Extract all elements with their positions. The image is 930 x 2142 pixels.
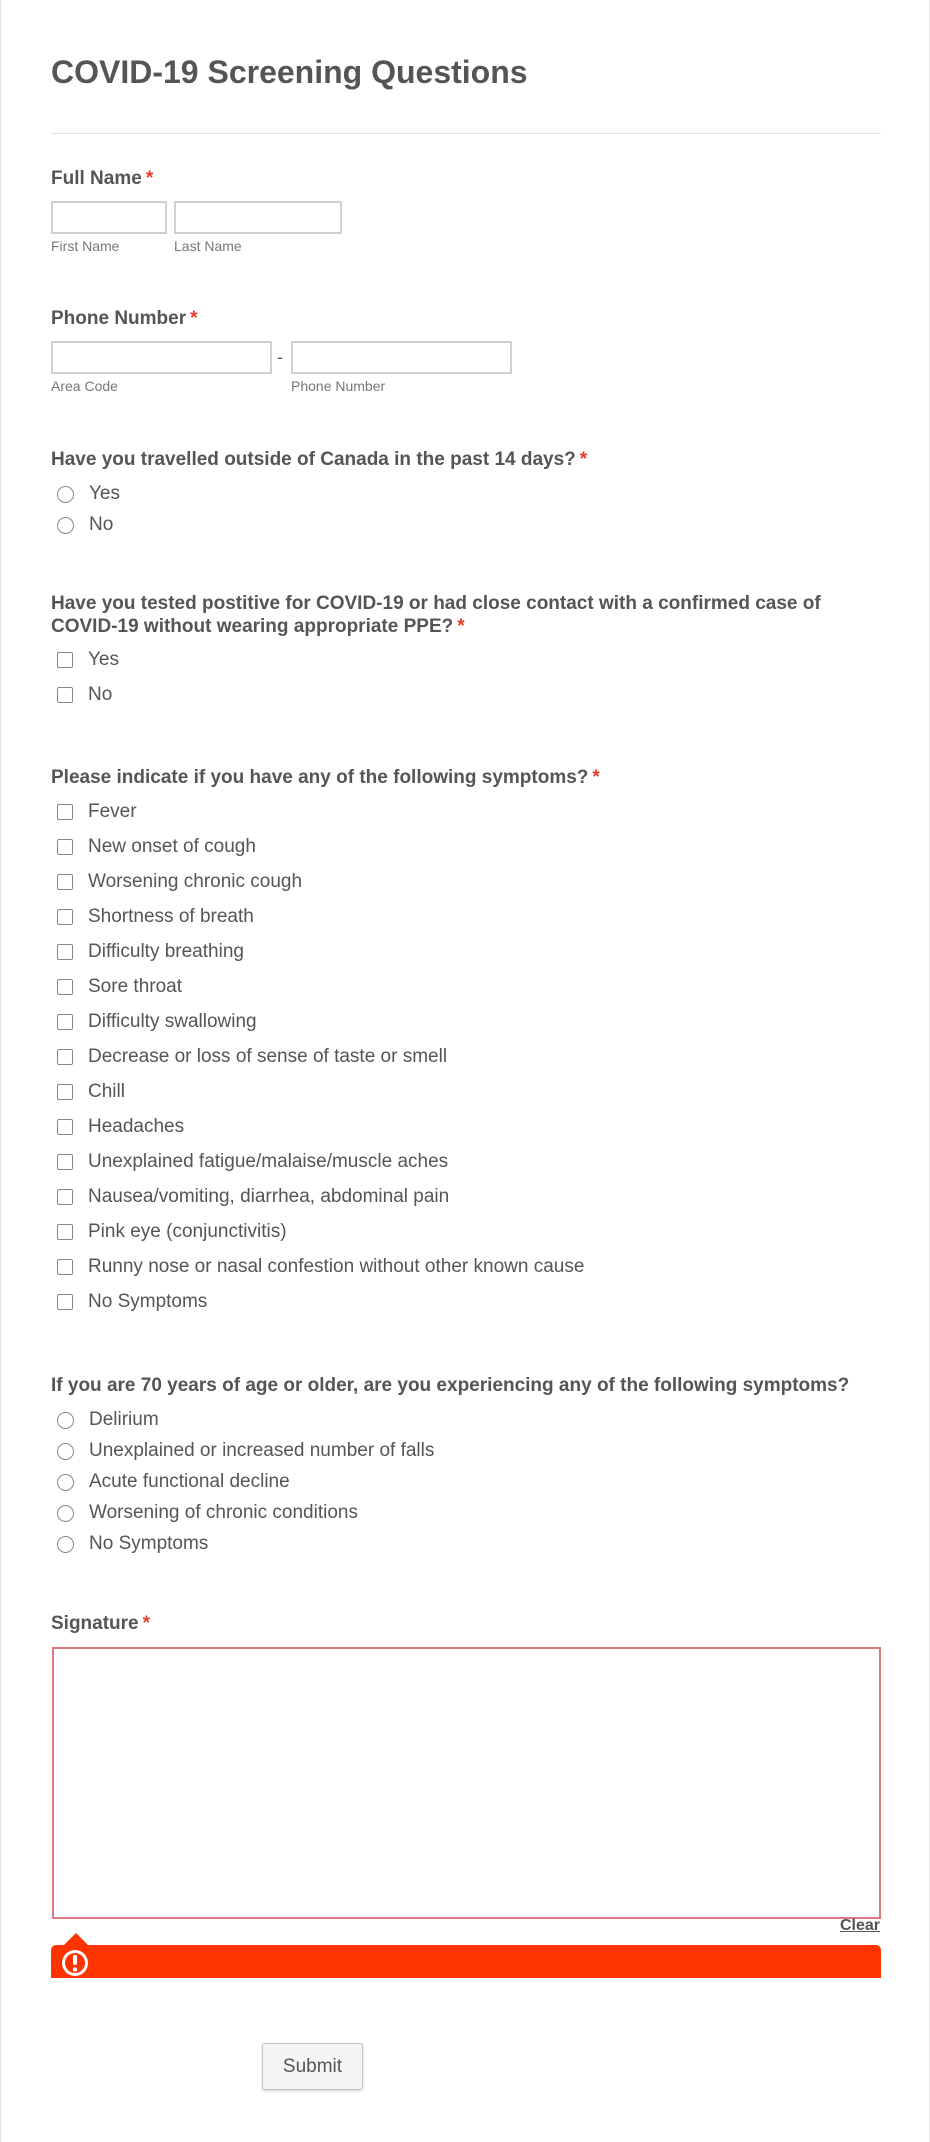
- contact-question-line1: Have you tested postitive for COVID-19 or had close contact with a confirmed case of: [51, 593, 821, 614]
- symptoms-question-label: [51, 766, 600, 789]
- signature-clear-link[interactable]: Clear: [840, 1917, 881, 1934]
- travel-question-text: Have you travelled outside of Canada in the past 14 days?: [51, 449, 576, 470]
- symptom-option-headaches[interactable]: [51, 1112, 184, 1142]
- error-message-bar: [51, 1945, 881, 1978]
- signature-label: [51, 1612, 150, 1635]
- symptom-option-fatigue[interactable]: [51, 1147, 448, 1177]
- checkbox[interactable]: [57, 874, 73, 890]
- required-mark: *: [145, 168, 154, 189]
- option-label: Yes: [88, 649, 119, 670]
- option-label: Difficulty swallowing: [88, 1011, 257, 1032]
- option-label: Unexplained or increased number of falls: [89, 1440, 435, 1461]
- elderly-option-delirium[interactable]: [51, 1405, 159, 1435]
- option-label: Sore throat: [88, 976, 182, 997]
- option-label: New onset of cough: [88, 836, 256, 857]
- checkbox[interactable]: [57, 1294, 73, 1310]
- error-alert-icon: [61, 1949, 89, 1977]
- elderly-option-falls[interactable]: [51, 1436, 434, 1466]
- symptom-option-difficulty-swallowing[interactable]: [51, 1007, 257, 1037]
- option-label: Headaches: [88, 1116, 185, 1137]
- travel-option-yes[interactable]: [51, 479, 120, 509]
- symptom-option-chronic-cough[interactable]: [51, 867, 302, 897]
- symptom-option-runny-nose[interactable]: [51, 1252, 584, 1282]
- option-label: Decrease or loss of sense of taste or smell: [88, 1046, 448, 1067]
- radio-button[interactable]: [57, 1412, 74, 1429]
- checkbox[interactable]: [57, 687, 73, 703]
- page-title: COVID-19 Screening Questions: [51, 54, 528, 90]
- elderly-option-no-symptoms[interactable]: [51, 1529, 208, 1559]
- phone-label-text: Phone Number: [51, 308, 187, 329]
- first-name-sublabel: First Name: [51, 238, 120, 254]
- checkbox[interactable]: [57, 804, 73, 820]
- phone-number-input[interactable]: [291, 341, 512, 374]
- option-label: No Symptoms: [89, 1533, 209, 1554]
- checkbox[interactable]: [57, 979, 73, 995]
- full-name-label-text: Full Name: [51, 168, 142, 189]
- full-name-label: [51, 167, 153, 190]
- contact-question-line2-wrap: [51, 615, 821, 638]
- checkbox[interactable]: [57, 1084, 73, 1100]
- symptom-option-fever[interactable]: [51, 797, 137, 827]
- option-label: Fever: [88, 801, 137, 822]
- area-code-sublabel: Area Code: [51, 378, 118, 394]
- checkbox[interactable]: [57, 1154, 73, 1170]
- signature-pad[interactable]: [52, 1647, 881, 1919]
- symptom-option-pink-eye[interactable]: [51, 1217, 287, 1247]
- checkbox[interactable]: [57, 944, 73, 960]
- symptom-option-nausea[interactable]: [51, 1182, 449, 1212]
- checkbox[interactable]: [57, 1189, 73, 1205]
- option-label: No: [88, 684, 113, 705]
- symptom-option-new-cough[interactable]: [51, 832, 256, 862]
- signature-label-text: Signature: [51, 1613, 139, 1634]
- travel-question-label: [51, 448, 587, 471]
- symptom-option-shortness-of-breath[interactable]: [51, 902, 254, 932]
- phone-number-sublabel: Phone Number: [291, 378, 386, 394]
- radio-button[interactable]: [57, 1443, 74, 1460]
- contact-question-line2: COVID-19 without wearing appropriate PPE?: [51, 616, 454, 637]
- elderly-option-chronic-conditions[interactable]: [51, 1498, 358, 1528]
- phone-label: [51, 307, 198, 330]
- option-label: No: [89, 514, 114, 535]
- first-name-input[interactable]: [51, 201, 167, 234]
- required-mark: *: [457, 616, 465, 637]
- option-label: Unexplained fatigue/malaise/muscle aches: [88, 1151, 449, 1172]
- checkbox[interactable]: [57, 839, 73, 855]
- symptom-option-sore-throat[interactable]: [51, 972, 182, 1002]
- option-label: Acute functional decline: [89, 1471, 290, 1492]
- header-divider: [51, 133, 881, 134]
- symptoms-question-text: Please indicate if you have any of the following symptoms?: [51, 767, 589, 788]
- radio-button[interactable]: [57, 1536, 74, 1553]
- symptom-option-chill[interactable]: [51, 1077, 125, 1107]
- radio-button[interactable]: [57, 517, 74, 534]
- option-label: Pink eye (conjunctivitis): [88, 1221, 287, 1242]
- checkbox[interactable]: [57, 909, 73, 925]
- last-name-sublabel: Last Name: [174, 238, 242, 254]
- option-label: Nausea/vomiting, diarrhea, abdominal pain: [88, 1186, 450, 1207]
- checkbox[interactable]: [57, 1049, 73, 1065]
- contact-option-no[interactable]: [51, 680, 112, 710]
- radio-button[interactable]: [57, 1474, 74, 1491]
- option-label: Shortness of breath: [88, 906, 254, 927]
- option-label: Worsening chronic cough: [88, 871, 303, 892]
- option-label: Chill: [88, 1081, 125, 1102]
- phone-separator: -: [277, 347, 283, 367]
- option-label: Worsening of chronic conditions: [89, 1502, 358, 1523]
- elderly-question-label: If you are 70 years of age or older, are you experiencing any of the following symptoms?: [51, 1375, 850, 1396]
- elderly-option-functional-decline[interactable]: [51, 1467, 290, 1497]
- checkbox[interactable]: [57, 1014, 73, 1030]
- checkbox[interactable]: [57, 1224, 73, 1240]
- submit-button[interactable]: Submit: [262, 2043, 363, 2090]
- symptom-option-taste-smell[interactable]: [51, 1042, 447, 1072]
- option-label: Difficulty breathing: [88, 941, 244, 962]
- area-code-input[interactable]: [51, 341, 272, 374]
- option-label: Yes: [89, 483, 120, 504]
- option-label: No Symptoms: [88, 1291, 208, 1312]
- last-name-input[interactable]: [174, 201, 342, 234]
- symptom-option-difficulty-breathing[interactable]: [51, 937, 244, 967]
- checkbox[interactable]: [57, 1259, 73, 1275]
- checkbox[interactable]: [57, 652, 73, 668]
- option-label: Delirium: [89, 1409, 159, 1430]
- radio-button[interactable]: [57, 1505, 74, 1522]
- required-mark: *: [190, 308, 198, 329]
- checkbox[interactable]: [57, 1119, 73, 1135]
- required-mark: *: [142, 1613, 151, 1634]
- required-mark: *: [579, 449, 588, 470]
- contact-option-yes[interactable]: [51, 645, 119, 675]
- radio-button[interactable]: [57, 486, 74, 503]
- required-mark: *: [592, 767, 600, 788]
- symptom-option-no-symptoms[interactable]: [51, 1287, 207, 1317]
- contact-question-label: [51, 592, 821, 638]
- option-label: Runny nose or nasal confestion without other known cause: [88, 1256, 585, 1277]
- travel-option-no[interactable]: [51, 510, 113, 540]
